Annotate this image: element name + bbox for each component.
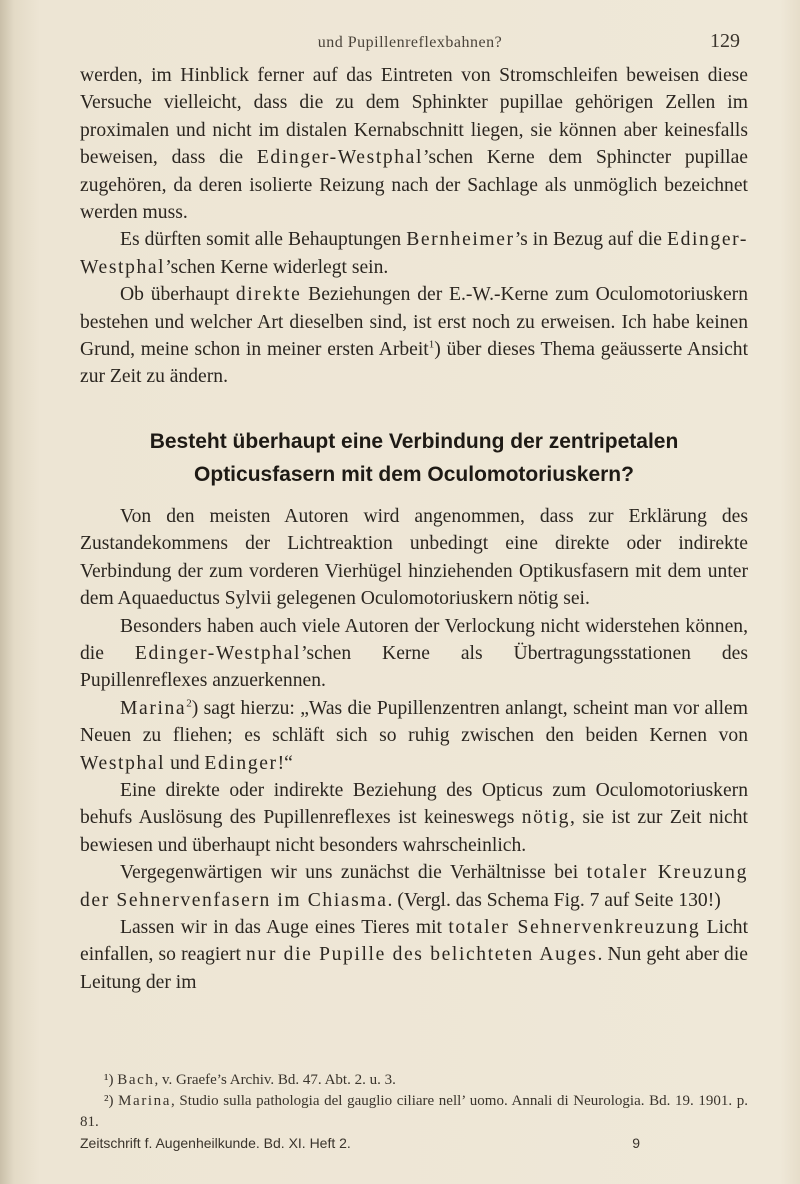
text-run: ’schen Kerne widerlegt sein. [165, 256, 389, 278]
page-header [80, 28, 740, 60]
text-run: . (Vergl. das Schema Fig. 7 auf Seite 130!) [387, 889, 721, 911]
text-run: Vergegenwärtigen wir uns zunächst die Verhältnisse bei [120, 862, 587, 884]
section-paragraph-6 [80, 914, 748, 996]
footnotes [80, 1070, 748, 1154]
text-run: Es dürften somit alle Behauptungen [120, 229, 407, 251]
text-run: ’schen Kerne dem Sphincter pupillae zugehören, da deren isolierte Reizung nach der Sachlage als unmöglich bezeichnet werden muss. [80, 147, 748, 224]
text-run: , v. Graefe’s Archiv. Bd. 47. Abt. 2. u. 3. [154, 1072, 396, 1088]
text-run: Lassen wir in das Auge eines Tieres mit [120, 916, 449, 938]
text-run: werden, im Hinblick ferner auf das Eintreten von Stromschleifen beweisen diese Versuche vielleicht, dass die zu dem Sphinkter pupillae gehörigen Zellen im proximalen und nicht im distalen Kernabschnitt liegen, sie können aber keinesfalls beweisen, dass die [80, 65, 748, 169]
signature-line [80, 1133, 640, 1154]
paragraph-3 [80, 281, 748, 391]
text-run: ’s in Bezug auf die [514, 229, 668, 251]
author-name: Edinger-Westphal [80, 229, 748, 278]
section-paragraph-1: Von den meisten Autoren wird angenommen, dass zur Erklärung des Zustandekommens der Lichtreaktion unbedingt eine direkte oder indirekte Verbindung der zum vorderen Vierhügel hinziehenden Optikusfasern mit dem unter dem Aquaeductus Sylvii gelegenen Oculomotoriuskern nötig sei. [80, 505, 748, 610]
paragraph-2 [80, 226, 748, 281]
footnote-mark: ²) [104, 1093, 119, 1109]
section-paragraph-2 [80, 613, 748, 695]
text-run: und [165, 752, 205, 774]
author-name: Edinger-Westphal [256, 147, 424, 169]
author-name: Marina [120, 697, 187, 719]
text-run: Besonders haben auch viele Autoren der Verlockung nicht widerstehen können, die [80, 615, 748, 664]
text-run: . Nun geht aber die Leitung der im [80, 944, 748, 993]
footnote-ref[interactable]: 2 [186, 697, 192, 710]
text-run: , sie ist zur Zeit nicht bewiesen und überhaupt nicht besonders wahrscheinlich. [80, 807, 748, 856]
emphasis: nötig [521, 807, 571, 829]
section-paragraph-3 [80, 695, 748, 777]
page-number: 129 [710, 30, 740, 52]
footnote-1 [80, 1070, 748, 1091]
body-text [80, 62, 748, 996]
emphasis: nur die Pupille des belichteten Auges [246, 944, 598, 966]
text-run: ’schen Kerne als Übertragungsstationen des Pupillenreflexes anzuerkennen. [80, 642, 748, 692]
author-name: Edinger-Westphal [134, 642, 302, 664]
text-run: Eine direkte oder indirekte Beziehung des Opticus zum Oculomotoriuskern behufs Auslösung des Pupillenreflexes ist keineswegs [80, 779, 748, 829]
section-paragraph-4 [80, 777, 748, 859]
emphasis: totaler Sehnervenkreuzung [448, 916, 701, 938]
journal-reference: Zeitschrift f. Augenheilkunde. Bd. XI. Heft 2. [80, 1135, 351, 1151]
text-run: Ob überhaupt [120, 284, 236, 306]
text-run: Beziehungen der E.-W.-Kerne zum Oculomotoriuskern bestehen und welcher Art dieselben sind, ist erst noch zu erweisen. Ich habe keinen Grund, meine schon in meiner ersten Arbeit [80, 284, 748, 361]
sheet-signature: 9 [632, 1135, 640, 1151]
author-name: Westphal [80, 752, 166, 774]
author-name: Edinger [204, 752, 278, 774]
text-run: Licht einfallen, so reagiert [80, 916, 749, 966]
section-paragraph-5 [80, 859, 748, 914]
text-run: ) sagt hierzu: „Was die Pupillenzentren anlangt, scheint man vor allem Neuen zu fliehen; es schläft sich so ruhig zwischen den beiden Kernen von [80, 697, 748, 747]
emphasis: totaler Kreuzung der Sehnervenfasern im Chiasma [80, 862, 748, 911]
paragraph-1 [80, 62, 748, 226]
footnote-2 [80, 1091, 748, 1133]
section-heading: Besteht überhaupt eine Verbindung der zentripetalen Opticusfasern mit dem Oculomotoriuskern? [149, 429, 679, 486]
text-run: , Studio sulla pathologia del gauglio ciliare nell’ uomo. Annali di Neurologia. Bd. 19. 1901. p. 81. [80, 1093, 748, 1130]
author-name: Bach [117, 1072, 155, 1088]
author-name: Marina [118, 1093, 172, 1109]
footnote-mark: ¹) [104, 1072, 118, 1088]
footnote-ref[interactable]: 1 [428, 338, 435, 351]
running-title: und Pupillenreflexbahnen? [317, 34, 503, 51]
author-name: Bernheimer [406, 229, 515, 251]
text-run: !“ [277, 752, 293, 774]
text-run: ) über dieses Thema geäusserte Ansicht zur Zeit zu ändern. [80, 339, 749, 388]
emphasis: direkte [235, 284, 302, 306]
